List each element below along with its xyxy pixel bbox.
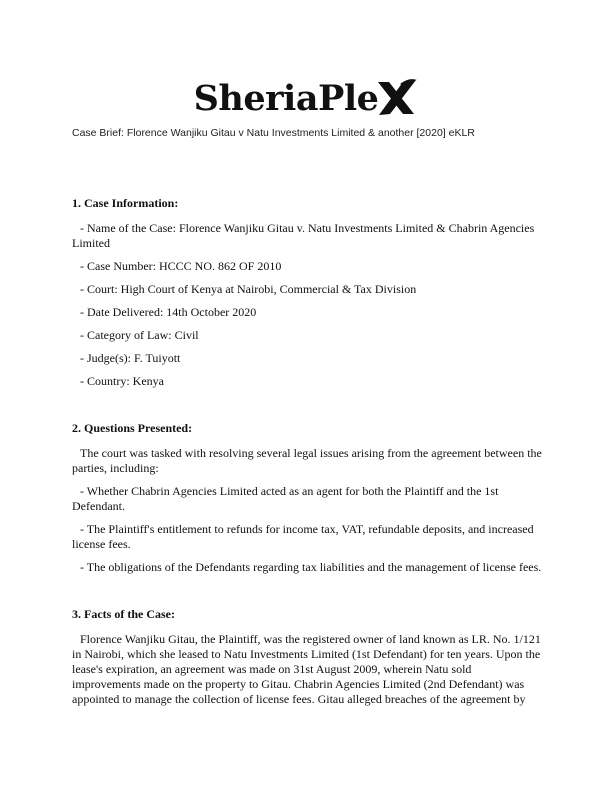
date-delivered-item: - Date Delivered: 14th October 2020 bbox=[80, 305, 257, 319]
question-item: - Whether Chabrin Agencies Limited acted as an agent for both the Plaintiff and the 1st Defendant. bbox=[72, 484, 499, 513]
country-item: - Country: Kenya bbox=[80, 374, 164, 388]
question-item: - The Plaintiff's entitlement to refunds for income tax, VAT, refundable deposits, and increased license fees. bbox=[72, 522, 534, 551]
section-heading: 1. Case Information: bbox=[72, 196, 179, 210]
section-heading: 3. Facts of the Case: bbox=[72, 607, 175, 621]
questions-intro: The court was tasked with resolving several legal issues arising from the agreement between the parties, including: bbox=[72, 446, 542, 475]
facts-paragraph: Florence Wanjiku Gitau, the Plaintiff, was the registered owner of land known as LR. No. 1/121 in Nairobi, which she leased to Natu Investments Limited (1st Defendant) for ten years. Upon the lease's expiration, an agreement was made on 31st August 2009, wherein Natu sold improvements made on the property to Gitau. Chabrin Agencies Limited (2nd Defendant) was appointed to manage the collection of license fees. Gitau alleged breaches of the agreement by bbox=[72, 632, 541, 706]
section-questions-presented bbox=[72, 421, 542, 575]
category-of-law-item: - Category of Law: Civil bbox=[80, 328, 199, 342]
x-mark-icon bbox=[376, 78, 418, 118]
court-item: - Court: High Court of Kenya at Nairobi, Commercial & Tax Division bbox=[80, 282, 417, 296]
case-number-item: - Case Number: HCCC NO. 862 OF 2010 bbox=[80, 259, 282, 273]
case-name-item: - Name of the Case: Florence Wanjiku Gitau v. Natu Investments Limited & Chabrin Agencies Limited bbox=[72, 221, 535, 250]
section-facts-of-the-case bbox=[72, 607, 542, 707]
judges-item: - Judge(s): F. Tuiyott bbox=[80, 351, 181, 365]
logo bbox=[0, 76, 612, 120]
section-heading: 2. Questions Presented: bbox=[72, 421, 193, 435]
document-body bbox=[72, 196, 542, 715]
question-item: - The obligations of the Defendants regarding tax liabilities and the management of license fees. bbox=[80, 560, 542, 574]
case-brief-subtitle: Case Brief: Florence Wanjiku Gitau v Natu Investments Limited & another [2020] eKLR bbox=[72, 127, 475, 139]
logo-text: SheriaPle bbox=[193, 77, 379, 119]
section-case-information bbox=[72, 196, 542, 389]
